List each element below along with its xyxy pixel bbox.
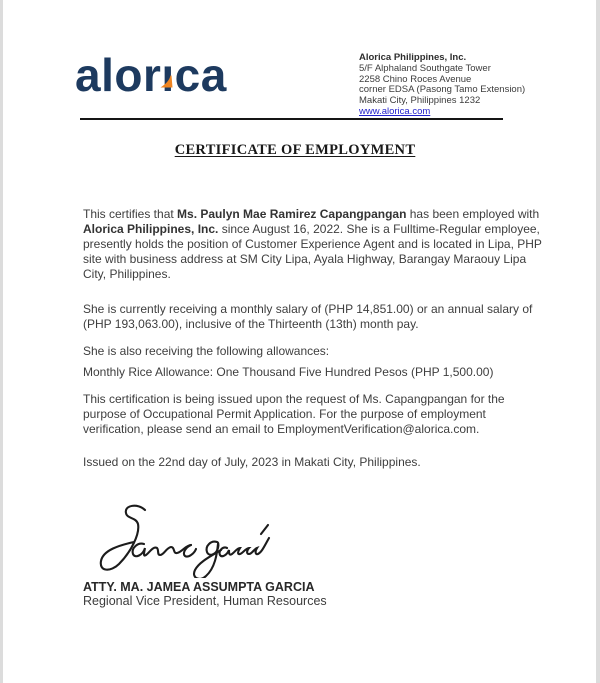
company-name: Alorica Philippines, Inc.: [359, 52, 467, 63]
certificate-paragraph: [83, 344, 544, 359]
logo-text-after-i: ca: [174, 49, 227, 101]
text-run: has been employed with: [406, 207, 540, 221]
text-run: She is also receiving the following allowances:: [83, 344, 330, 358]
alorica-logo: [75, 49, 227, 101]
certificate-paragraph: [83, 365, 544, 380]
text-run: since August 16, 2022. She is a Fulltime-Regular employee, presently holds the position of Customer Experience Agent and is located in Lipa, PHP site with business address at SM City Lipa, Ayala Highway, Barangay Maraouy Lipa City, Philippines.: [83, 222, 542, 281]
company-address-line: 5/F Alphaland Southgate Tower: [359, 62, 491, 74]
signatory-name: ATTY. MA. JAMEA ASSUMPTA GARCIA: [83, 580, 315, 594]
company-address-line: corner EDSA (Pasong Tamo Extension): [359, 84, 526, 96]
company-address-line: Makati City, Philippines 1232: [359, 95, 481, 107]
alorica-flame-icon: [160, 49, 173, 62]
bold-text-run: Ms. Paulyn Mae Ramirez Capangpangan: [177, 207, 407, 221]
certificate-paragraph: [83, 207, 544, 282]
header-divider: [80, 118, 503, 120]
certificate-paragraph: [83, 392, 544, 437]
company-address-block: [359, 53, 525, 118]
logo-text-before-i: alor: [75, 49, 162, 101]
company-address-line: 2258 Chino Roces Avenue: [359, 73, 472, 85]
text-run: She is currently receiving a monthly salary of (PHP 14,851.00) or an annual salary of (PHP 193,063.00), inclusive of the Thirteenth (13th) month pay.: [83, 302, 533, 331]
bold-text-run: Alorica Philippines, Inc.: [83, 222, 219, 236]
text-run: Monthly Rice Allowance: One Thousand Five Hundred Pesos (PHP 1,500.00): [83, 365, 494, 379]
signatory-role: Regional Vice President, Human Resources: [83, 594, 327, 608]
certificate-body: [83, 207, 544, 470]
text-run: This certifies that: [83, 207, 178, 221]
certificate-title: CERTIFICATE OF EMPLOYMENT: [174, 142, 416, 158]
certificate-paragraph: [83, 302, 544, 332]
signature-image: [93, 500, 293, 578]
logo-letter-i: [161, 49, 175, 101]
company-website-link[interactable]: www.alorica.com: [359, 105, 431, 117]
signature-block: [83, 500, 327, 608]
logo-dotless-i: ı: [161, 49, 175, 101]
text-run: Issued on the 22nd day of July, 2023 in Makati City, Philippines.: [83, 455, 421, 469]
text-run: This certification is being issued upon the request of Ms. Capangpangan for the purpose of Occupational Permit Application. For the purpose of employment verification, please send an email to EmploymentVerification@alorica.com.: [83, 392, 505, 436]
certificate-paragraph: [83, 455, 544, 470]
